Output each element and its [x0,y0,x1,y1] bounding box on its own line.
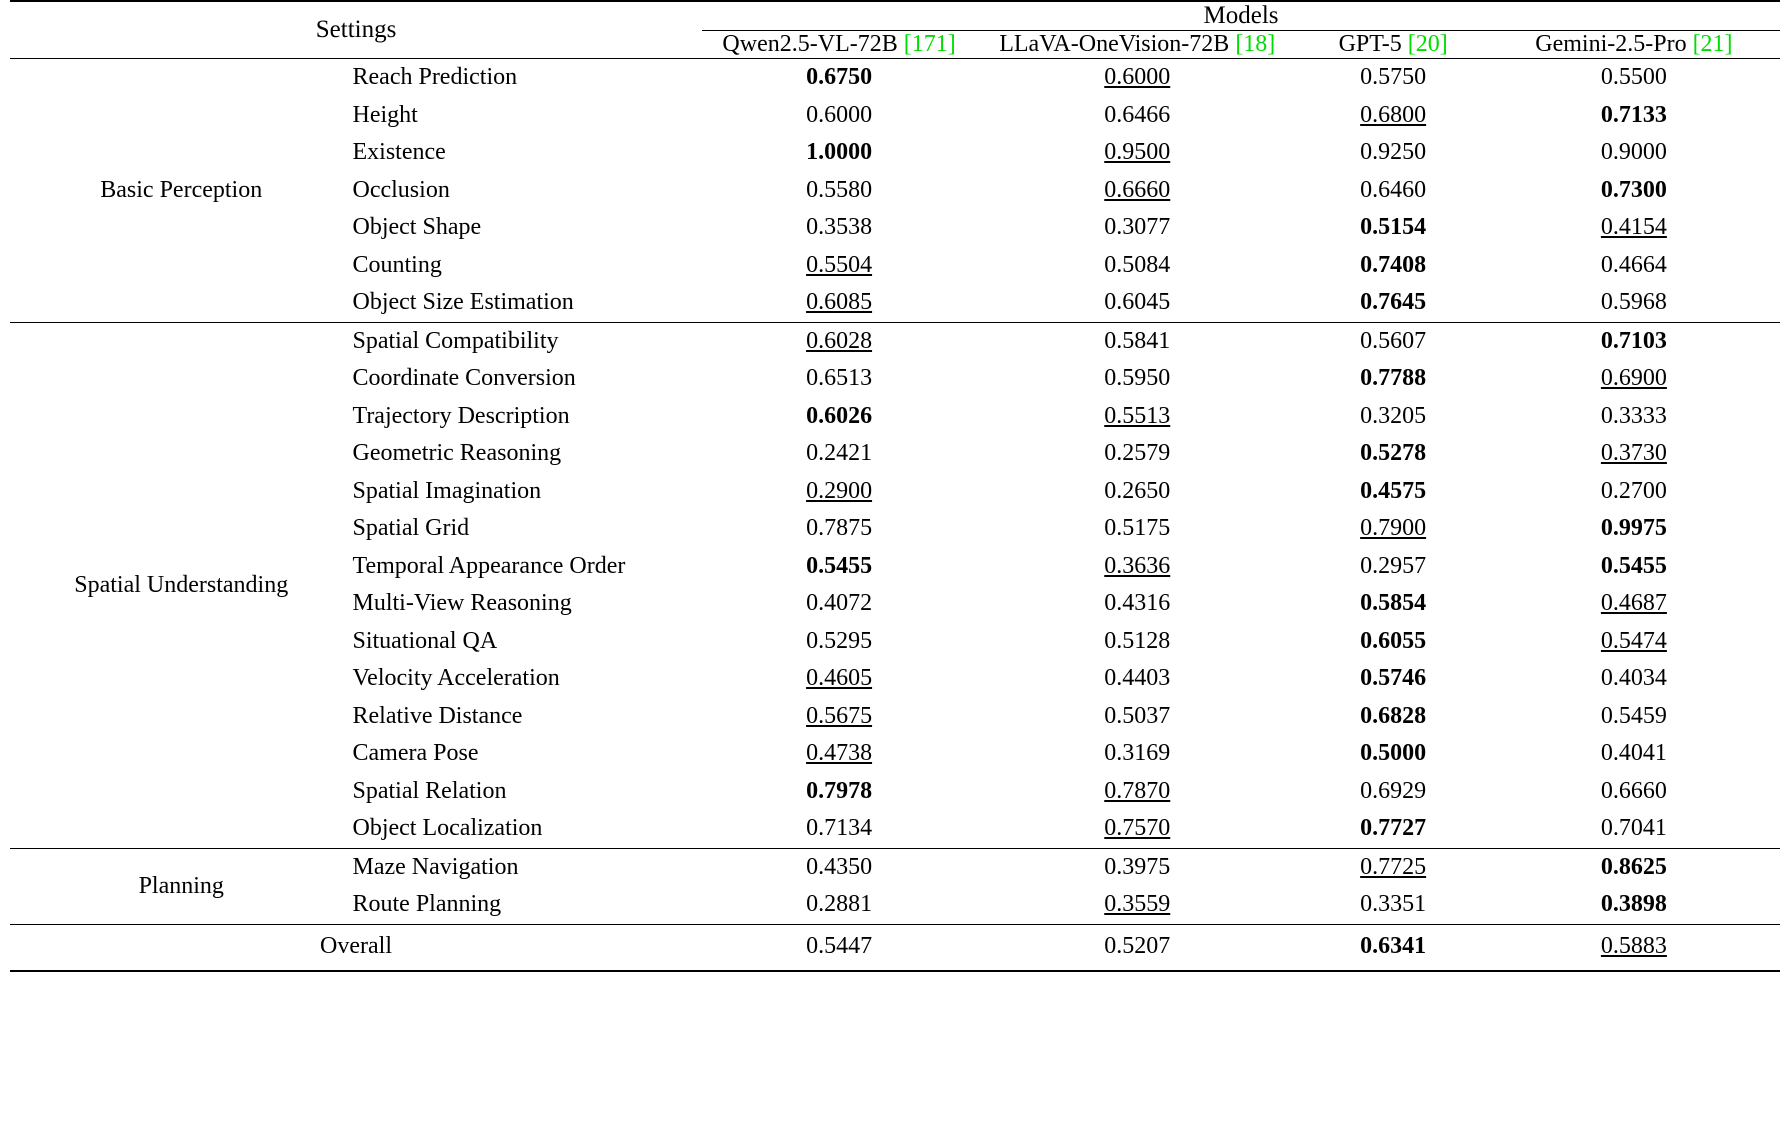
score-cell: 0.4154 [1600,214,1667,241]
score-cell: 0.6828 [1360,702,1427,729]
score-cell: 0.5474 [1600,627,1667,654]
score-cell: 0.9975 [1600,515,1667,542]
header-models: Models [702,1,1780,31]
citation-ref: [21] [1692,31,1733,57]
score-cell: 0.2957 [1360,552,1427,579]
group-label-2: Planning [10,848,353,924]
score-cell: 0.9250 [1360,139,1427,166]
task-name: Situational QA [352,627,498,654]
score-cell: 0.7570 [1104,815,1171,842]
task-name: Counting [352,251,442,278]
header-model-3: Gemini-2.5-Pro [21] [1535,31,1733,57]
score-cell: 0.5084 [1104,251,1171,278]
overall-score-cell: 0.5447 [702,924,976,969]
task-name: Multi-View Reasoning [352,590,572,617]
benchmark-results-table [10,0,1780,972]
overall-score-cell: 0.5207 [976,924,1298,969]
overall-score-cell: 0.6341 [1298,924,1487,969]
score-cell: 0.2881 [806,891,873,918]
score-cell: 0.9500 [1104,139,1171,166]
score-cell: 1.0000 [806,139,873,166]
score-cell: 0.6000 [806,101,873,128]
score-cell: 0.5854 [1360,590,1427,617]
score-cell: 0.7900 [1360,515,1427,542]
score-cell: 0.4403 [1104,665,1171,692]
overall-label: Overall [10,924,702,969]
score-cell: 0.5278 [1360,440,1427,467]
score-cell: 0.7725 [1298,848,1487,886]
task-name: Temporal Appearance Order [352,552,626,579]
score-cell: 0.3351 [1360,891,1427,918]
task-name: Relative Distance [352,702,523,729]
score-cell: 0.6513 [806,365,873,392]
score-cell: 0.6750 [702,59,976,97]
score-cell: 0.6660 [1104,176,1171,203]
score-cell: 0.4575 [1360,477,1427,504]
group-label-1: Spatial Understanding [10,322,353,848]
header-model-1: LLaVA-OneVision-72B [18] [999,31,1276,57]
task-name: Object Size Estimation [352,289,574,316]
score-cell: 0.5459 [1600,702,1667,729]
score-cell: 0.2421 [806,440,873,467]
score-cell: 0.3559 [1104,891,1171,918]
score-cell: 0.6028 [702,322,976,360]
table-bottom-rule [10,969,1780,971]
score-cell: 0.5154 [1360,214,1427,241]
score-cell: 0.7133 [1600,101,1667,128]
score-cell: 0.6800 [1360,101,1427,128]
score-cell: 0.7408 [1360,251,1427,278]
score-cell: 0.5175 [1104,515,1171,542]
score-cell: 0.3538 [806,214,873,241]
score-cell: 0.2650 [1104,477,1171,504]
score-cell: 0.6085 [806,289,873,316]
score-cell: 0.7788 [1360,365,1427,392]
table-header-row-top [10,1,1780,31]
score-cell: 0.4738 [806,740,873,767]
task-name: Occlusion [352,176,450,203]
score-cell: 0.5513 [1104,402,1171,429]
task-name: Coordinate Conversion [352,365,576,392]
score-cell: 0.3636 [1104,552,1171,579]
task-name: Height [352,101,418,128]
score-cell: 0.6000 [976,59,1298,97]
score-cell: 0.7727 [1360,815,1427,842]
task-name: Existence [352,139,446,166]
score-cell: 0.4687 [1600,590,1667,617]
group-label-0: Basic Perception [10,59,353,323]
score-cell: 0.5295 [806,627,873,654]
task-name: Velocity Acceleration [352,665,560,692]
score-cell: 0.5950 [1104,365,1171,392]
score-cell: 0.5675 [806,702,873,729]
score-cell: 0.5128 [1104,627,1171,654]
score-cell: 0.2579 [1104,440,1171,467]
task-name: Spatial Grid [352,515,470,542]
score-cell: 0.5841 [976,322,1298,360]
citation-ref: [171] [903,31,956,57]
header-model-2: GPT-5 [20] [1338,31,1448,57]
score-cell: 0.3169 [1104,740,1171,767]
score-cell: 0.2900 [806,477,873,504]
score-cell: 0.3730 [1600,440,1667,467]
table-row [10,322,1780,360]
score-cell: 0.7300 [1600,176,1667,203]
task-name: Reach Prediction [353,59,703,97]
score-cell: 0.7875 [806,515,873,542]
score-cell: 0.5750 [1298,59,1487,97]
score-cell: 0.6055 [1360,627,1427,654]
score-cell: 0.6466 [1104,101,1171,128]
score-cell: 0.3077 [1104,214,1171,241]
table-row [10,848,1780,886]
overall-score-cell: 0.5883 [1488,924,1780,969]
score-cell: 0.4664 [1600,251,1667,278]
score-cell: 0.7103 [1488,322,1780,360]
score-cell: 0.3205 [1360,402,1427,429]
task-name: Object Localization [352,815,543,842]
score-cell: 0.4316 [1104,590,1171,617]
score-cell: 0.9000 [1600,139,1667,166]
score-cell: 0.6460 [1360,176,1427,203]
score-cell: 0.6900 [1600,365,1667,392]
score-cell: 0.3898 [1600,891,1667,918]
task-name: Trajectory Description [352,402,570,429]
task-name: Object Shape [352,214,482,241]
score-cell: 0.3333 [1600,402,1667,429]
score-cell: 0.4034 [1600,665,1667,692]
score-cell: 0.5580 [806,176,873,203]
score-cell: 0.5500 [1488,59,1780,97]
score-cell: 0.5968 [1600,289,1667,316]
score-cell: 0.4072 [806,590,873,617]
citation-ref: [20] [1407,31,1448,57]
citation-ref: [18] [1235,31,1276,57]
table-row [10,59,1780,97]
overall-row [10,924,1780,969]
task-name: Route Planning [352,891,502,918]
score-cell: 0.5504 [806,251,873,278]
task-name: Spatial Imagination [352,477,542,504]
score-cell: 0.3975 [976,848,1298,886]
score-cell: 0.4350 [702,848,976,886]
score-cell: 0.5000 [1360,740,1427,767]
score-cell: 0.5746 [1360,665,1427,692]
score-cell: 0.5607 [1298,322,1487,360]
score-cell: 0.7645 [1360,289,1427,316]
score-cell: 0.8625 [1488,848,1780,886]
score-cell: 0.7041 [1600,815,1667,842]
task-name: Maze Navigation [353,848,703,886]
score-cell: 0.6929 [1360,777,1427,804]
score-cell: 0.4605 [806,665,873,692]
score-cell: 0.7870 [1104,777,1171,804]
score-cell: 0.6026 [806,402,873,429]
score-cell: 0.6660 [1600,777,1667,804]
header-settings: Settings [10,1,702,59]
score-cell: 0.5455 [806,552,873,579]
score-cell: 0.5037 [1104,702,1171,729]
task-name: Spatial Compatibility [353,322,703,360]
task-name: Camera Pose [352,740,479,767]
header-model-0: Qwen2.5-VL-72B [171] [722,31,956,57]
score-cell: 0.2700 [1600,477,1667,504]
score-cell: 0.5455 [1600,552,1667,579]
score-cell: 0.6045 [1104,289,1171,316]
task-name: Geometric Reasoning [352,440,562,467]
score-cell: 0.7978 [806,777,873,804]
score-cell: 0.4041 [1600,740,1667,767]
score-cell: 0.7134 [806,815,873,842]
task-name: Spatial Relation [352,777,507,804]
